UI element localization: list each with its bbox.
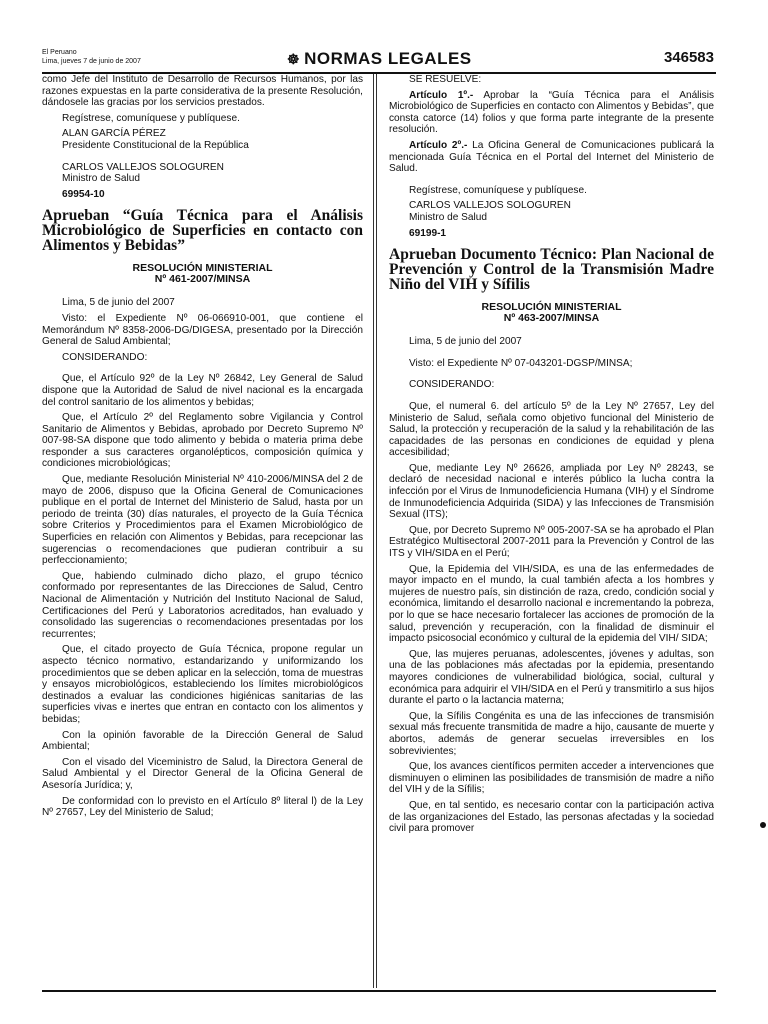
body-paragraph: Que, mediante Ley Nº 26626, ampliada por Ley Nº 28243, se declaró de necesidad nacional e interés público la lucha contra la infección por el Virus de Inmunodeficiencia Humana (VIH) y el Síndrome de Inmunodeficiencia Adquirida (SIDA) y las Infecciones de Transmisión Sexual (ITS); [389, 462, 714, 521]
register-line: Regístrese, comuníquese y publíquese. [62, 112, 240, 124]
body-paragraph: Que, la Epidemia del VIH/SIDA, es una de las enfermedades de mayor impacto en el mundo, la cual también afecta a los hombres y mujeres de nuestro país, sin distinción de raza, credo, condición social y económica, limitando el desarrollo nacional e incrementando la pobreza, por lo que se hace necesario fortalecer las acciones de promoción de la salud, prevención y recuperación, con la finalidad de disminuir el impacto psicosocial económico y cultural de la epidemia del VIH/ SIDA; [389, 563, 714, 645]
article-label: Artículo 2º.- [409, 139, 468, 151]
document-code: 69199-1 [409, 227, 447, 239]
publication-date: Lima, jueves 7 de junio de 2007 [42, 58, 141, 65]
body-paragraph: Que, habiendo culminado dicho plazo, el grupo técnico conformado por representantes de las Direcciones de Salud, Centro Nacional de Alimentación y Nutrición del Instituto Nacional de Salud, Certificaciones del Perú y Laboratorios acreditados, han evaluado y consolidado las sugerencias o recomendaciones presentadas por los recurrentes; [42, 570, 363, 640]
section-title-text: NORMAS LEGALES [304, 49, 472, 68]
document-code: 69954-10 [62, 188, 105, 200]
footer-rule [42, 990, 716, 992]
article-heading: Aprueban Documento Técnico: Plan Nacional de Prevención y Control de la Transmisión Madre Niño del VIH y Sífilis [389, 246, 714, 294]
resolution-title [42, 263, 363, 285]
signatory-name: CARLOS VALLEJOS SOLOGUREN [409, 200, 571, 212]
section-title [287, 49, 472, 69]
resuelve-label: SE RESUELVE: [409, 74, 482, 85]
signature-block [409, 200, 714, 223]
considerando-label: CONSIDERANDO: [62, 351, 148, 363]
body-paragraph: Que, la Sífilis Congénita es una de las infecciones de transmisión sexual más frecuente transmitida de madre a hijo, causante de muerte y abortos, además de generar secuelas irreversibles en los sobrevivientes; [389, 710, 714, 757]
page-header [42, 48, 716, 72]
body-paragraph: Que, el numeral 6. del artículo 5º de la Ley Nº 27657, Ley del Ministerio de Salud, señala como objetivo funcional del Ministerio de Salud, la protección y recuperación de la salud y la rehabilitación de las capacidades de las personas en condiciones de equidad y plena accesibilidad; [389, 400, 714, 459]
body-paragraph: De conformidad con lo previsto en el Artículo 8º literal l) de la Ley Nº 27657, Ley del Ministerio de Salud; [42, 795, 363, 819]
signatory-name: CARLOS VALLEJOS SOLOGUREN [62, 161, 224, 173]
column-divider [376, 74, 377, 988]
article-text: La Oficina General de Comunicaciones publicará la mencionada Guía Técnica en el Portal del Internet del Ministerio de Salud. [389, 139, 714, 175]
article-1 [389, 90, 714, 136]
article-heading: Aprueban “Guía Técnica para el Análisis Microbiológico de Superficies en contacto con Alimentos y Bebidas” [42, 207, 363, 255]
resolution-label: RESOLUCIÓN MINISTERIAL [132, 262, 273, 275]
body-paragraph: Con la opinión favorable de la Dirección General de Salud Ambiental; [42, 729, 363, 753]
resolution-title [389, 302, 714, 324]
page-number: 346583 [663, 49, 714, 66]
body-paragraph: Que, el citado proyecto de Guía Técnica, propone regular un aspecto técnico normativo, estandarizando y uniformizando los procedimientos que se deben aplicar en la selección, toma de muestras y ensayos microbiológicos, estableciendo los límites microbiológicos destinados a evaluar las condiciones higiénicas sanitarias de las superficies vivas e inertes que entran en contacto con los alimentos y bebidas; [42, 644, 363, 725]
resolution-number: Nº 463-2007/MINSA [503, 312, 600, 325]
date-line: Lima, 5 de junio del 2007 [62, 297, 175, 309]
body-paragraph: Que, en tal sentido, es necesario contar con la participación activa de las organizaciones del Estado, las personas afectadas y la sociedad civil para promover [389, 799, 714, 835]
considerando-label: CONSIDERANDO: [409, 379, 495, 391]
column-divider [373, 74, 374, 988]
left-column [42, 74, 363, 823]
body-paragraph: Que, mediante Resolución Ministerial Nº 410-2006/MINSA del 2 de mayo de 2006, dispuso que la Oficina General de Comunicaciones publique en el portal de Internet del Ministerio de Salud, hasta por un periodo de treinta (30) días naturales, el proyecto de la Guía Técnica sobre Criterios y Procedimientos para el Examen Microbiológico de Superficies en relación con Alimentos y Bebidas, para recepcionar las sugerencias o recomendaciones que pudieran contribuir a su perfeccionamiento; [42, 474, 363, 567]
body-paragraph: Que, las mujeres peruanas, adolescentes, jóvenes y adultas, son una de las poblaciones más afectadas por la epidemia, presentando mayores condiciones de vulnerabilidad biológica, social, cultural y económica para adquirir el VIH/SIDA en el Perú y transmitirlo a sus hijos durante el parto o la lactancia materna; [389, 648, 714, 707]
signatory-title: Ministro de Salud [409, 211, 487, 223]
register-line: Regístrese, comuníquese y publíquese. [409, 184, 587, 196]
visto-paragraph: Visto: el Expediente Nº 06-066910-001, que contiene el Memorándum Nº 8358-2006-DG/DIGESA, presentado por la Dirección General de Salud Ambiental; [42, 312, 363, 348]
signatory-name: ALAN GARCÍA PÉREZ [62, 128, 166, 140]
body-paragraph: Que, el Artículo 92º de la Ley Nº 26842, Ley General de Salud dispone que la Autoridad de Salud de nivel nacional es la encargada del control sanitario de los alimentos y bebidas; [42, 373, 363, 408]
article-text: Aprobar la “Guía Técnica para el Análisis Microbiológico de Superficies en contacto con Alimentos y Bebidas”, que consta catorce (14) folios y que forma parte integrante de la presente resolución. [389, 89, 715, 136]
scan-mark [760, 822, 766, 828]
resolution-label: RESOLUCIÓN MINISTERIAL [481, 301, 622, 314]
body-paragraph: Que, los avances científicos permiten acceder a intervenciones que disminuyen o eliminen las posibilidades de transmisión de madre a niño del VIH y de la Sífilis; [389, 761, 714, 796]
visto-paragraph: Visto: el Expediente Nº 07-043201-DGSP/MINSA; [409, 357, 633, 369]
article-label: Artículo 1º.- [409, 89, 474, 101]
article-2 [389, 140, 714, 175]
resolution-number: Nº 461-2007/MINSA [154, 273, 251, 286]
signatory-title: Ministro de Salud [62, 173, 140, 185]
signature-block [62, 128, 363, 151]
body-paragraph: Que, por Decreto Supremo Nº 005-2007-SA se ha aprobado el Plan Estratégico Multisectoral 2007-2011 para la Prevención y Control de las ITS y VIH/SIDA en el Perú; [389, 524, 714, 560]
right-column [389, 74, 714, 839]
body-paragraph: Con el visado del Viceministro de Salud, la Directora General de Salud Ambiental y el Director General de la Oficina General de Asesoría Jurídica; y, [42, 756, 363, 791]
date-line: Lima, 5 de junio del 2007 [409, 336, 522, 348]
signatory-title: Presidente Constitucional de la República [62, 139, 249, 151]
body-paragraph: Que, el Artículo 2º del Reglamento sobre Vigilancia y Control Sanitario de Alimentos y Bebidas, aprobado por Decreto Supremo Nº 007-98-SA dispone que todo alimento y bebida o materia prima debe responder a sus caracteres organolépticos, composición química y condiciones microbiológicas; [42, 412, 363, 470]
publication-name: El Peruano [42, 49, 77, 56]
coat-of-arms-icon: ☸ [287, 51, 301, 67]
intro-paragraph: como Jefe del Instituto de Desarrollo de Recursos Humanos, por las razones expuestas en la parte considerativa de la presente Resolución, dándosele las gracias por los servicios prestados. [42, 74, 363, 109]
signature-block [62, 162, 363, 185]
